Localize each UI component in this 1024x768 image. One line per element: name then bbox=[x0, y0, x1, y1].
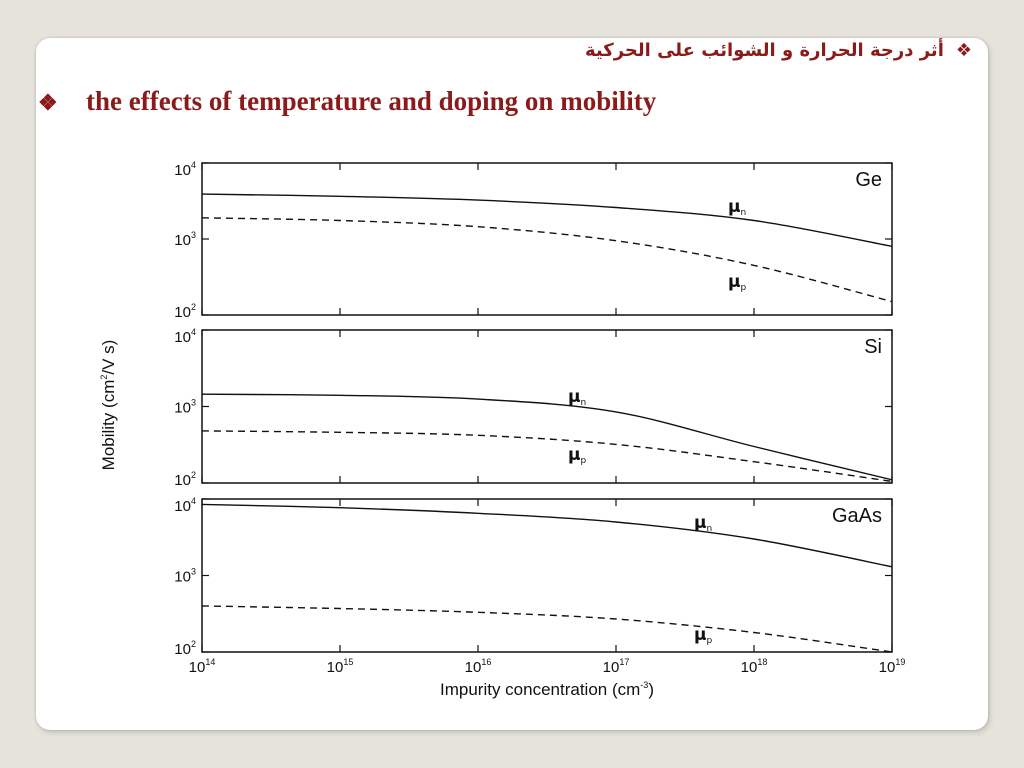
series-label-mu-p: μp bbox=[568, 445, 587, 466]
series-label-mu-n: μn bbox=[694, 513, 713, 534]
y-tick-label: $10^2$ bbox=[174, 639, 196, 658]
series-label-mu-n: μn bbox=[568, 387, 587, 408]
series-line-mu-p bbox=[202, 431, 892, 482]
y-axis-title: Mobility ($cm^2/V$ s) bbox=[99, 339, 118, 471]
x-tick-label: $10^{18}$ bbox=[740, 657, 768, 676]
series-label-mu-p: μp bbox=[728, 272, 747, 293]
series-line-mu-n bbox=[202, 504, 892, 566]
x-tick-label: $10^{16}$ bbox=[464, 657, 492, 676]
y-tick-label: $10^2$ bbox=[174, 470, 196, 489]
bullet-icon: ❖ bbox=[38, 90, 58, 115]
arabic-title-text: أثر درجة الحرارة و الشوائب على الحركية bbox=[585, 40, 944, 61]
plot-frame-gaas bbox=[202, 499, 892, 652]
series-line-mu-p bbox=[202, 606, 892, 652]
x-tick-label: $10^{14}$ bbox=[188, 657, 216, 676]
y-tick-label: $10^4$ bbox=[174, 496, 196, 515]
plot-frame-ge bbox=[202, 163, 892, 315]
y-tick-label: $10^2$ bbox=[174, 302, 196, 321]
y-tick-label: $10^3$ bbox=[174, 566, 196, 586]
y-tick-label: $10^4$ bbox=[174, 327, 196, 346]
x-tick-label: $10^{17}$ bbox=[602, 657, 630, 676]
y-tick-label: $10^4$ bbox=[174, 160, 196, 179]
y-tick-label: $10^3$ bbox=[174, 397, 196, 417]
y-tick-label: $10^3$ bbox=[174, 230, 196, 249]
x-tick-label: $10^{15}$ bbox=[326, 657, 354, 676]
panel-label-ge: Ge bbox=[855, 169, 882, 191]
english-title-text: the effects of temperature and doping on mobility bbox=[86, 86, 657, 116]
x-tick-label: $10^{19}$ bbox=[878, 657, 906, 676]
panel-label-gaas: GaAs bbox=[831, 505, 882, 527]
bullet-icon: ❖ bbox=[955, 40, 972, 61]
panel-label-si: Si bbox=[864, 336, 882, 358]
x-axis-title: Impurity concentration $(cm^{-3})$ bbox=[440, 680, 654, 699]
series-label-mu-p: μp bbox=[694, 625, 713, 646]
plot-frame-si bbox=[202, 330, 892, 483]
series-label-mu-n: μn bbox=[728, 197, 747, 218]
series-line-mu-n bbox=[202, 194, 892, 246]
series-line-mu-p bbox=[202, 218, 892, 302]
